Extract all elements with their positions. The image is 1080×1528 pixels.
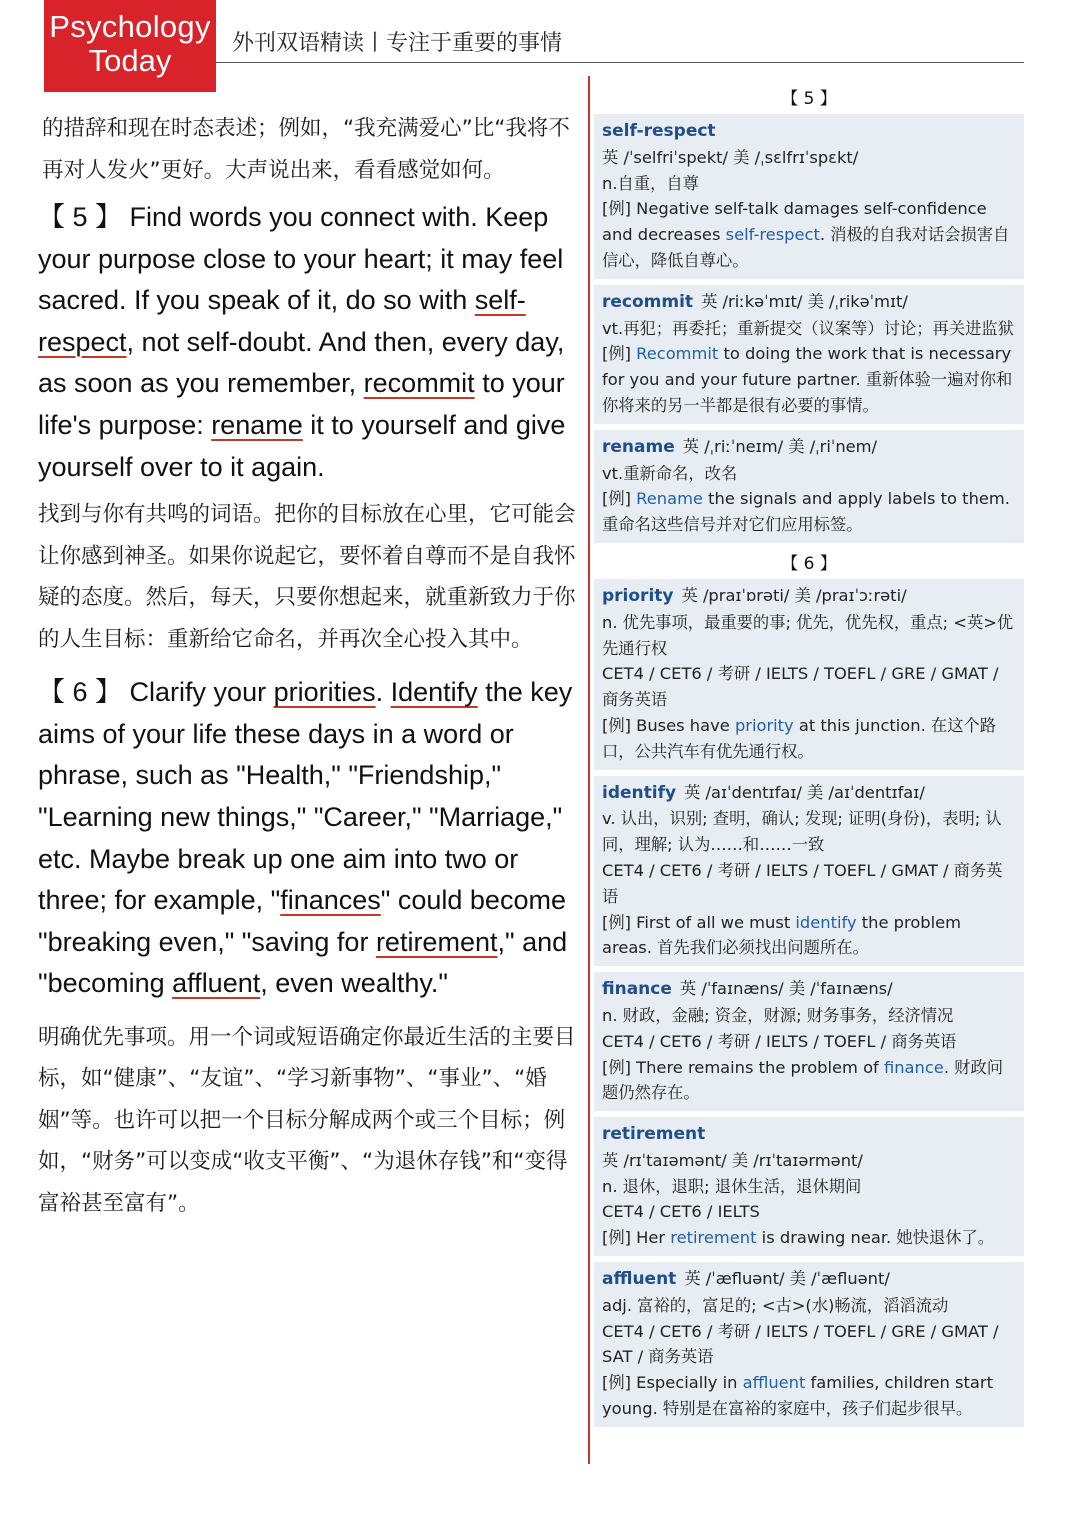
- paragraph-number: 【 5 】: [38, 202, 123, 232]
- chinese-paragraph-6: 明确优先事项。用一个词或短语确定你最近生活的主要目标，如“健康”、“友谊”、“学习新事物”、“事业”、“婚姻”等。也许可以把一个目标分解成两个或三个目标；例如，“财务”可以变成“收支平衡”、“为退休存钱”和“变得富裕甚至富有”。: [38, 1024, 576, 1216]
- vocab-highlight: self-respect: [38, 285, 526, 357]
- vocab-card-recommit: [594, 285, 1024, 424]
- example: [例] Recommit to doing the work that is necessary for you and your future partner. 重新体验一遍对你和你将来的另一半都是很有必要的事情。: [602, 344, 1013, 415]
- headword: recommit: [602, 291, 694, 312]
- example: [例] Buses have priority at this junction. 在这个路口，公共汽车有优先通行权。: [602, 715, 997, 761]
- logo-line2: Today: [88, 43, 172, 78]
- phonetic: 英 /ˌriːˈneɪm/ 美 /ˌriˈnem/: [682, 436, 878, 456]
- chinese-paragraph-5: 找到与你有共鸣的词语。把你的目标放在心里，它可能会让你感到神圣。如果你说起它，要怀着自尊而不是自我怀疑的态度。然后，每天，只要你想起来，就重新致力于你的人生目标：重新给它命名，并再次全心投入其中。: [38, 502, 576, 652]
- headword: rename: [602, 436, 675, 457]
- english-paragraph-6: 【 6 】 Clarify your priorities. Identify the key aims of your life these days in a word or phrase, such as "Health," "Friendship," "Learning new things," "Career," "Marriage," etc. Maybe break up one aim into two or three; for example, "finances" could become "breaking even," "saving for retirement," and "becoming affluent, even wealthy.": [38, 677, 573, 999]
- psychology-today-logo: [44, 0, 216, 92]
- definition: n. 退休，退职; 退休生活，退休期间: [602, 1176, 862, 1196]
- example: [例] First of all we must identify the problem areas. 首先我们必须找出问题所在。: [602, 912, 962, 958]
- section-heading-6: 【 6 】: [781, 553, 837, 574]
- vocab-highlight: retirement: [375, 926, 498, 957]
- example: [例] There remains the problem of finance. 财政问题仍然存在。: [602, 1057, 1004, 1103]
- exam-tags: CET4 / CET6 / 考研 / IELTS / TOEFL / GRE / GMAT / 商务英语: [602, 664, 999, 710]
- definition: n. 优先事项，最重要的事; 优先，优先权，重点; <英>优先通行权: [602, 612, 1014, 658]
- header-rule: [216, 62, 1024, 63]
- headword: priority: [602, 585, 674, 606]
- exam-tags: CET4 / CET6 / 考研 / IELTS / TOEFL / GMAT / 商务英语: [602, 860, 1003, 906]
- vocab-highlight: affluent: [172, 968, 261, 999]
- vocab-card-affluent: [594, 1262, 1024, 1427]
- headword: retirement: [602, 1124, 706, 1145]
- phonetic: 英 /ˈselfriˈspekt/ 美 /ˌsɛlfrɪˈspɛkt/: [602, 147, 859, 167]
- definition: adj. 富裕的，富足的; <古>(水)畅流，滔滔流动: [602, 1295, 949, 1315]
- headword: finance: [602, 979, 672, 1000]
- vocab-card-identify: [594, 776, 1024, 967]
- definition: n. 财政，金融; 资金，财源; 财务事务，经济情况: [602, 1005, 954, 1025]
- example: [例] Rename the signals and apply labels to them. 重命名这些信号并对它们应用标签。: [602, 489, 1010, 535]
- phonetic: 英 /praɪˈɒrəti/ 美 /praɪˈɔːrəti/: [681, 585, 907, 605]
- page-title: 外刊双语精读丨专注于重要的事情: [232, 31, 563, 56]
- vocabulary-column: [594, 84, 1024, 1433]
- vocab-highlight: rename: [211, 409, 303, 440]
- definition: vt.重新命名，改名: [602, 463, 738, 483]
- logo-line1: Psychology: [49, 9, 211, 44]
- vocab-highlight: finances: [280, 885, 381, 916]
- chinese-paragraph-continued: 的措辞和现在时态表述；例如，“我充满爱心”比“我将不再对人发火”更好。大声说出来，看看感觉如何。: [42, 116, 570, 183]
- exam-tags: CET4 / CET6 / IELTS: [602, 1202, 760, 1222]
- vocab-card-rename: [594, 430, 1024, 543]
- article-column: [38, 108, 578, 1224]
- definition: vt.再犯；再委托；重新提交（议案等）讨论；再关进监狱: [602, 318, 1014, 338]
- exam-tags: CET4 / CET6 / 考研 / IELTS / TOEFL / 商务英语: [602, 1031, 957, 1051]
- headword: identify: [602, 782, 677, 803]
- example: [例] Especially in affluent families, children start young. 特别是在富裕的家庭中，孩子们起步很早。: [602, 1373, 993, 1419]
- english-paragraph-5: 【 5 】 Find words you connect with. Keep your purpose close to your heart; it may feel sacred. If you speak of it, do so with self-respect, not self-doubt. And then, every day, as soon as you remember, recommit to your life's purpose: rename it to yourself and give yourself over to it again.: [38, 202, 566, 482]
- column-divider: [588, 76, 590, 1464]
- example: [例] Negative self-talk damages self-confidence and decreases self-respect. 消极的自我对话会损害自信心，降低自尊心。: [602, 199, 1010, 270]
- vocab-card-self-respect: [594, 114, 1024, 279]
- paragraph-number: 【 6 】: [38, 677, 123, 708]
- headword: self-respect: [602, 121, 716, 141]
- phonetic: 英 /riːkəˈmɪt/ 美 /ˌrikəˈmɪt/: [701, 291, 908, 311]
- phonetic: 英 /ˈæfluənt/ 美 /ˈæfluənt/: [684, 1269, 890, 1289]
- phonetic: 英 /ˈfaɪnæns/ 美 /ˈfaɪnæns/: [679, 979, 893, 999]
- definition: n.自重，自尊: [602, 173, 699, 193]
- vocab-highlight: recommit: [363, 368, 475, 399]
- vocab-highlight: Identify: [390, 677, 478, 708]
- phonetic: 英 /aɪˈdentɪfaɪ/ 美 /aɪˈdentɪfaɪ/: [684, 782, 925, 802]
- vocab-card-priority: [594, 579, 1024, 770]
- example: [例] Her retirement is drawing near. 她快退休了。: [602, 1228, 995, 1248]
- vocab-card-retirement: [594, 1117, 1024, 1256]
- headword: affluent: [602, 1269, 677, 1290]
- vocab-highlight: priorities: [273, 677, 376, 708]
- definition: v. 认出，识别; 查明，确认; 发现; 证明(身份)，表明; 认同，理解; 认为……和……一致: [602, 809, 1002, 855]
- exam-tags: CET4 / CET6 / 考研 / IELTS / TOEFL / GRE / GMAT / SAT / 商务英语: [602, 1321, 999, 1367]
- vocab-card-finance: [594, 972, 1024, 1111]
- phonetic: 英 /rɪˈtaɪəmənt/ 美 /rɪˈtaɪərmənt/: [602, 1150, 863, 1170]
- section-heading-5: 【 5 】: [781, 89, 837, 109]
